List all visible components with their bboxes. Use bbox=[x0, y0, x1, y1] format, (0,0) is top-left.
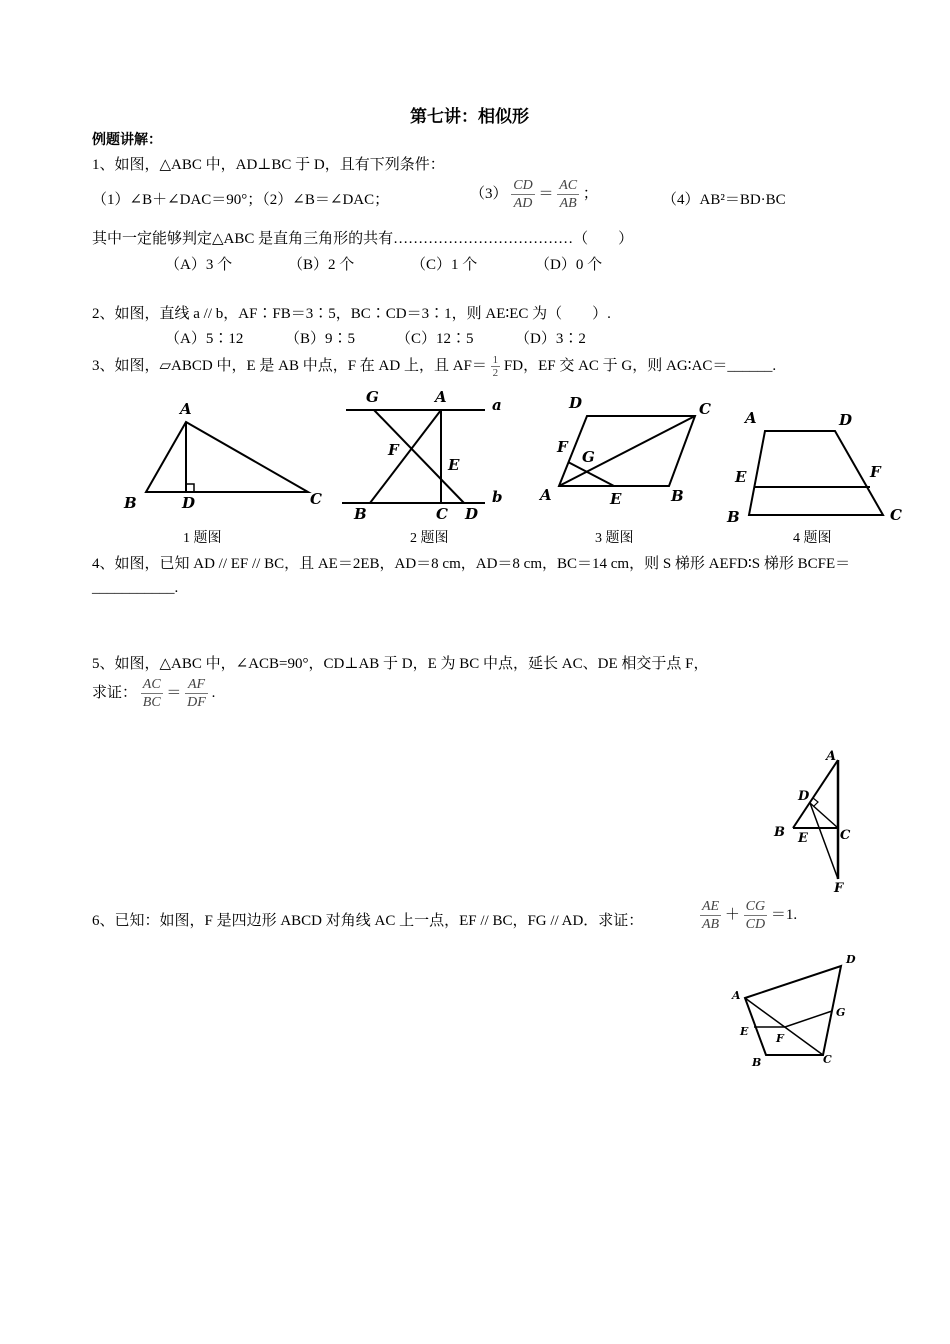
fraction-denominator: AB bbox=[702, 917, 720, 932]
fraction-numerator: CG bbox=[745, 899, 766, 914]
fig1-label-a: A bbox=[180, 400, 192, 418]
fraction-numerator: 1 bbox=[492, 354, 499, 367]
equals-sign: ＝ bbox=[166, 684, 182, 701]
fig6-label-a: A bbox=[732, 989, 741, 1002]
section-heading: 例题讲解： bbox=[92, 132, 162, 148]
q1-cond3 bbox=[470, 177, 598, 212]
fig5-label-f: F bbox=[834, 881, 844, 896]
q5-suffix: . bbox=[211, 684, 216, 701]
q5-line1: 5、如图，△ABC 中，∠ACB=90°，CD⊥AB 于 D，E 为 BC 中点，延长 AC、DE 相交于点 F， bbox=[92, 656, 709, 672]
fig4-label-e: E bbox=[735, 468, 747, 486]
fig1-label-d: D bbox=[182, 494, 196, 512]
fraction-denominator: AB bbox=[559, 196, 577, 211]
fig2-label-c: C bbox=[436, 505, 448, 523]
fig3-label-f: F bbox=[557, 438, 568, 456]
equals-sign: ＝ bbox=[538, 185, 554, 202]
q6-prefix: 6、已知：如图，F 是四边形 ABCD 对角线 AC 上一点，EF // BC，FG // AD．求证： bbox=[92, 913, 644, 929]
q6-fraction-2 bbox=[744, 898, 767, 933]
fraction-denominator: BC bbox=[142, 695, 161, 710]
q6-fraction-1 bbox=[700, 898, 721, 933]
fraction-denominator: AD bbox=[513, 196, 533, 211]
fig6-label-f: F bbox=[776, 1032, 784, 1045]
fig2-label-b: B bbox=[354, 505, 367, 523]
q6-suffix: ＝1. bbox=[770, 906, 798, 923]
q1-cond1-2: （1）∠B＋∠DAC＝90°；（2）∠B＝∠DAC； bbox=[92, 192, 390, 208]
fig4-label-d: D bbox=[839, 411, 853, 429]
fig6-label-e: E bbox=[740, 1025, 749, 1038]
fig2-label-e: E bbox=[448, 456, 460, 474]
q6-formula bbox=[700, 898, 797, 933]
figure-5-triangle bbox=[768, 742, 863, 897]
fig4-label-f: F bbox=[870, 463, 881, 481]
q1-cond4: （4）AB²＝BD·BC bbox=[662, 192, 786, 208]
q5-prove bbox=[92, 676, 215, 711]
fig5-label-a: A bbox=[826, 749, 837, 764]
fraction-numerator: AF bbox=[185, 676, 208, 694]
q1-cond3-prefix: （3） bbox=[470, 185, 508, 202]
q3-prefix: 3、如图，▱ABCD 中，E 是 AB 中点，F 在 AD 上，且 AF＝ bbox=[92, 358, 487, 374]
fraction-numerator: CD bbox=[513, 178, 533, 193]
fig2-label-f: F bbox=[388, 441, 399, 459]
q1-line3: 其中一定能够判定△ABC 是直角三角形的共有………………………………（ ） bbox=[92, 231, 634, 247]
fig3-label-d: D bbox=[569, 394, 583, 412]
figure-6-quadrilateral bbox=[728, 950, 863, 1070]
fig4-label-c: C bbox=[890, 506, 902, 524]
fraction-numerator: AC bbox=[559, 178, 578, 193]
figure-3-parallelogram bbox=[535, 390, 725, 510]
figure-2-parallel-lines bbox=[340, 388, 510, 523]
fig5-label-e: E bbox=[798, 831, 808, 846]
q3-fraction bbox=[491, 354, 501, 379]
fig3-label-g: G bbox=[582, 448, 595, 466]
q1-cond3-fraction-1 bbox=[511, 177, 534, 212]
fig2-label-line-a: a bbox=[492, 396, 502, 414]
fig2-label-g: G bbox=[366, 388, 379, 406]
caption-figure-1: 1 题图 bbox=[183, 531, 222, 546]
q1-cond3-fraction-2 bbox=[557, 177, 579, 212]
caption-figure-3: 3 题图 bbox=[595, 531, 634, 546]
fig6-label-g: G bbox=[836, 1006, 846, 1019]
q4-answer-blank: ___________. bbox=[92, 580, 179, 596]
fraction-numerator: AC bbox=[142, 677, 161, 692]
q1-cond3-suffix: ； bbox=[582, 185, 598, 202]
fig1-label-c: C bbox=[310, 490, 322, 508]
fig2-label-d: D bbox=[465, 505, 479, 523]
figure-4-trapezoid bbox=[725, 405, 910, 525]
caption-figure-2: 2 题图 bbox=[410, 531, 449, 546]
q2-choice-c: （C）12∶5 bbox=[396, 331, 474, 347]
q2-choice-d: （D）3∶2 bbox=[515, 331, 586, 347]
figure-1-right-triangle bbox=[120, 396, 330, 516]
page-title: 第七讲：相似形 bbox=[410, 107, 529, 127]
fig6-label-b: B bbox=[752, 1056, 762, 1069]
q4-line1: 4、如图，已知 AD // EF // BC，且 AE＝2EB，AD＝8 cm，AD＝8 cm，BC＝14 cm，则 S 梯形 AEFD∶S 梯形 BCFE＝ bbox=[92, 556, 851, 572]
q5-fraction-1 bbox=[141, 676, 163, 711]
fraction-denominator: DF bbox=[187, 695, 206, 710]
fig4-label-a: A bbox=[745, 409, 757, 427]
caption-figure-4: 4 题图 bbox=[793, 531, 832, 546]
q3-suffix: FD，EF 交 AC 于 G，则 AG∶AC＝______. bbox=[503, 358, 777, 374]
fig3-label-c: C bbox=[699, 400, 711, 418]
q3-line bbox=[92, 354, 776, 379]
q2-choice-a: （A）5∶12 bbox=[165, 331, 244, 347]
q1-choice-a: （A）3 个 bbox=[165, 257, 233, 273]
fig5-label-b: B bbox=[774, 825, 785, 840]
fig2-label-a: A bbox=[435, 388, 447, 406]
q1-choice-d: （D）0 个 bbox=[535, 257, 603, 273]
fig5-label-d: D bbox=[798, 789, 810, 804]
fig5-label-c: C bbox=[840, 828, 851, 843]
fraction-denominator: CD bbox=[745, 917, 766, 932]
fig3-label-b: B bbox=[671, 487, 684, 505]
q1-line1: 1、如图，△ABC 中，AD⊥BC 于 D，且有下列条件： bbox=[92, 157, 445, 173]
fig3-label-a: A bbox=[540, 486, 552, 504]
fig6-label-d: D bbox=[846, 953, 856, 966]
plus-sign: ＋ bbox=[724, 906, 740, 923]
fraction-numerator: AE bbox=[702, 899, 720, 914]
q1-choice-c: （C）1 个 bbox=[411, 257, 478, 273]
fig1-label-b: B bbox=[124, 494, 137, 512]
q5-fraction-2 bbox=[185, 676, 208, 711]
fig6-label-c: C bbox=[823, 1053, 832, 1066]
fig4-label-b: B bbox=[727, 508, 740, 526]
fig2-label-line-b: b bbox=[492, 488, 503, 506]
q5-prove-prefix: 求证： bbox=[92, 684, 138, 701]
q2-choice-b: （B）9∶5 bbox=[285, 331, 356, 347]
q2-line1: 2、如图，直线 a // b，AF∶FB＝3∶5，BC∶CD＝3∶1，则 AE∶EC 为（ ）. bbox=[92, 306, 611, 322]
q1-choice-b: （B）2 个 bbox=[288, 257, 355, 273]
fig3-label-e: E bbox=[610, 490, 622, 508]
fraction-denominator: 2 bbox=[492, 367, 499, 380]
